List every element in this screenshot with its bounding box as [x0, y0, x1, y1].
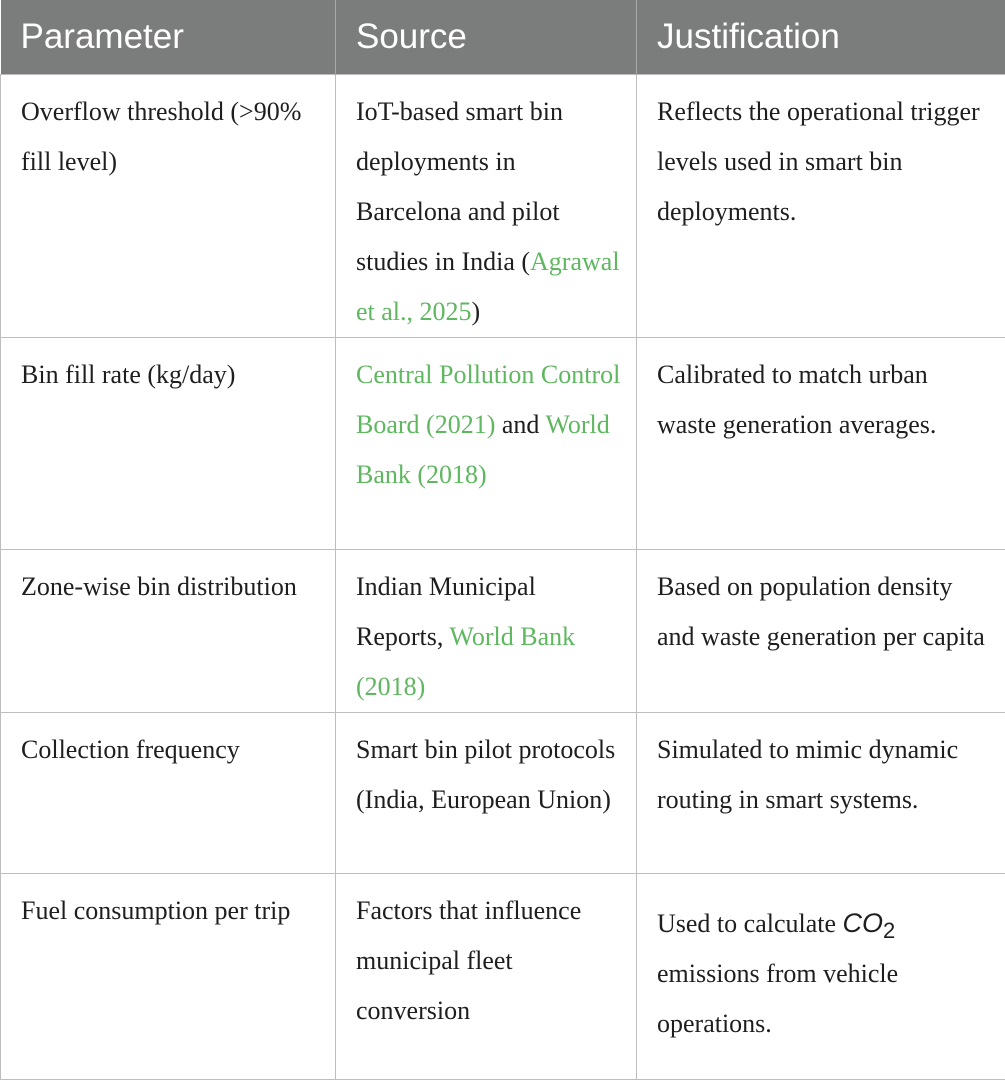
- table-body: [1, 74, 1005, 1079]
- formula-subscript: 2: [883, 917, 896, 943]
- cell-source: Factors that influence municipal fleet conversion: [336, 873, 637, 1079]
- cell-justification: Based on population density and waste generation per capita: [637, 549, 1005, 712]
- cell-parameter: Fuel consumption per trip: [1, 873, 336, 1079]
- table-header: [1, 0, 1005, 74]
- table-row: [1, 549, 1005, 712]
- source-text: Indian Municipal Reports,: [356, 571, 536, 651]
- justification-wrap: [657, 886, 993, 1049]
- table-row: [1, 873, 1005, 1079]
- table-row: [1, 712, 1005, 873]
- citation-link[interactable]: Central Pollution Control Board (2021): [356, 359, 621, 439]
- cell-source: [336, 74, 637, 337]
- justification-text-suffix: emissions from vehicle operations.: [657, 958, 899, 1038]
- cell-justification: Reflects the operational trigger levels used in smart bin deployments.: [637, 74, 1005, 337]
- citation-link[interactable]: Agrawal et al., 2025: [356, 246, 620, 326]
- cell-justification: [637, 873, 1005, 1079]
- header-parameter: Parameter: [1, 0, 336, 74]
- cell-justification: Simulated to mimic dynamic routing in smart systems.: [637, 712, 1005, 873]
- cell-parameter: Zone-wise bin distribution: [1, 549, 336, 712]
- co2-formula: [842, 907, 896, 943]
- header-source: Source: [336, 0, 637, 74]
- table-row: [1, 74, 1005, 337]
- citation-link[interactable]: World Bank (2018): [356, 621, 576, 701]
- table-row: [1, 337, 1005, 549]
- cell-source: [336, 549, 637, 712]
- source-text: IoT-based smart bin deployments in Barcelona and pilot studies in India (: [356, 96, 563, 276]
- header-row: [1, 0, 1005, 74]
- citation-link[interactable]: World Bank (2018): [356, 409, 610, 489]
- justification-text: Used to calculate: [657, 908, 843, 938]
- cell-source: [336, 337, 637, 549]
- formula-base: CO: [842, 907, 884, 938]
- cell-justification: Calibrated to match urban waste generation averages.: [637, 337, 1005, 549]
- cell-parameter: Overflow threshold (>90% fill level): [1, 74, 336, 337]
- cell-parameter: Bin fill rate (kg/day): [1, 337, 336, 549]
- cell-source: Smart bin pilot protocols (India, European Union): [336, 712, 637, 873]
- header-justification: Justification: [637, 0, 1005, 74]
- source-text-suffix: ): [471, 296, 481, 326]
- cell-parameter: Collection frequency: [1, 712, 336, 873]
- source-text: and: [495, 409, 546, 439]
